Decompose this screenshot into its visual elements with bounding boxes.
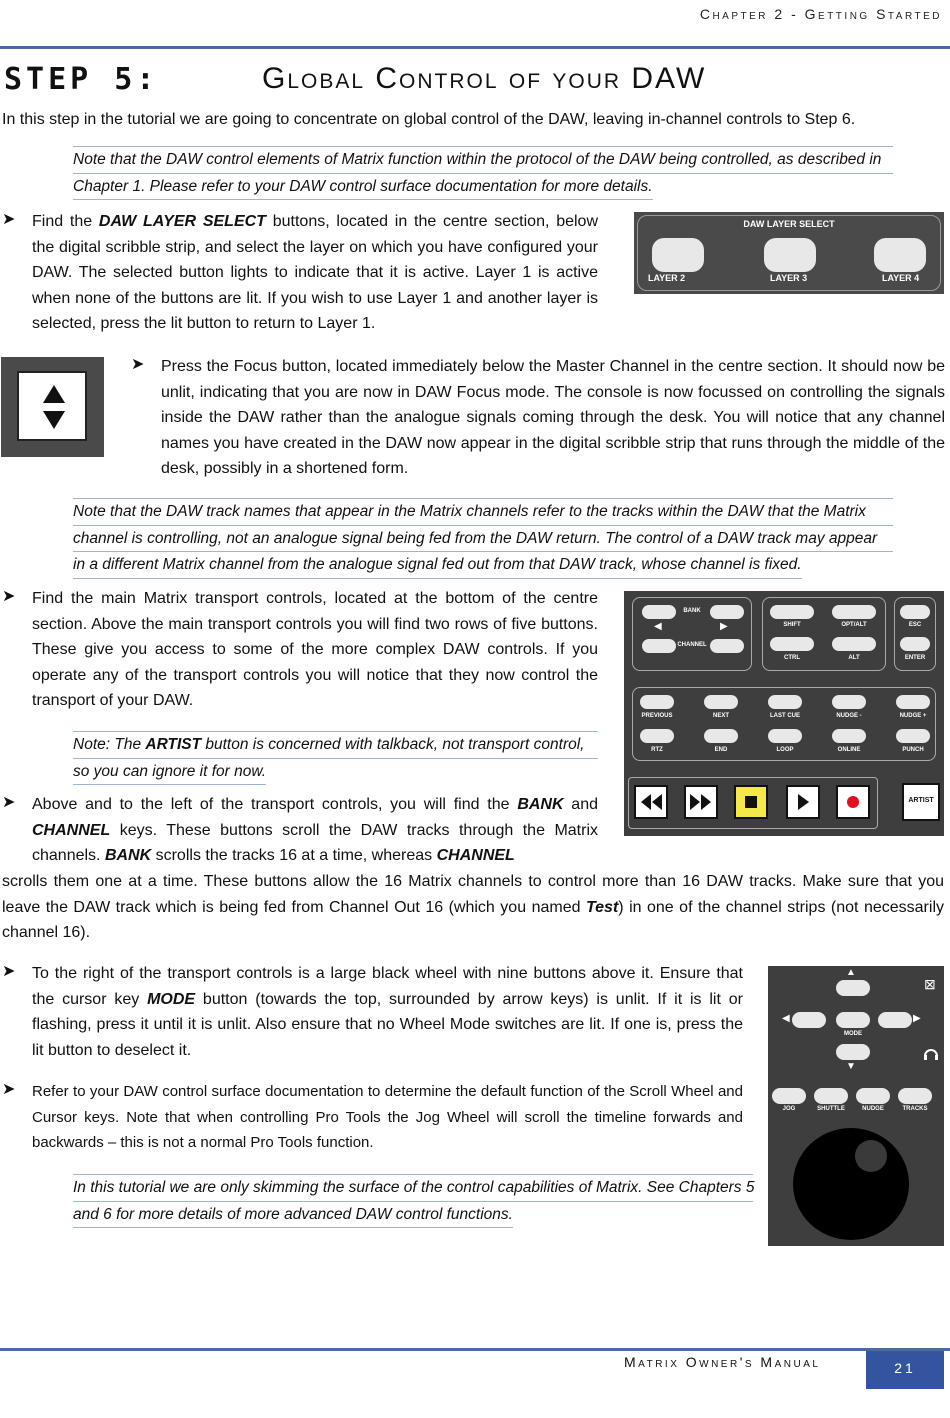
note-line: In this tutorial we are only skimming the surface of the control capabilities of Matrix. See Chapters 5 xyxy=(73,1174,753,1202)
loop-button[interactable] xyxy=(768,729,802,743)
button-label: NEXT xyxy=(712,713,729,719)
jog-wheel-panel xyxy=(768,966,944,1246)
jog-wheel[interactable] xyxy=(793,1128,909,1240)
button-label: NUDGE + xyxy=(899,713,927,719)
last-cue-button[interactable] xyxy=(768,695,802,709)
note-line: so you can ignore it for now. xyxy=(73,759,266,786)
stop-button[interactable] xyxy=(734,785,768,819)
emphasis: BANK xyxy=(104,847,152,865)
note-line: Chapter 1. Please refer to your DAW control surface documentation for more details. xyxy=(73,174,653,201)
bullet-arrow-icon: ➤ xyxy=(2,211,16,228)
page-title: Global Control of your DAW xyxy=(262,62,707,95)
ctrl-label: CTRL xyxy=(784,655,800,661)
talkback-icon: ⊠ xyxy=(924,976,936,992)
wheel-mode-label: NUDGE xyxy=(862,1106,884,1112)
cursor-up-button[interactable] xyxy=(836,980,870,996)
note-line: in a different Matrix channel from the analogue signal fed out from that DAW track, whose channel is fixed. xyxy=(73,552,802,579)
ctrl-button[interactable] xyxy=(770,637,814,651)
layer-2-button[interactable] xyxy=(652,238,704,272)
down-arrow-icon: ▼ xyxy=(846,1061,856,1072)
alt-label: ALT xyxy=(848,655,860,661)
layer-label: LAYER 3 xyxy=(770,273,808,283)
record-button[interactable] xyxy=(836,785,870,819)
transport-panel xyxy=(624,591,944,836)
artist-label: ARTIST xyxy=(908,797,934,804)
option-label: OPT/ALT xyxy=(841,622,867,628)
headphones-icon xyxy=(922,1044,940,1062)
bullet-layer-select: Find the DAW LAYER SELECT buttons, located in the centre section, below the digital scribble strip, and select the layer on which you have configured your DAW. The selected button lights to indicate that it is active. Layer 1 is active when none of the buttons are lit. If you wish to use Layer 1 and another layer is selected, press the lit button to return to Layer 1. xyxy=(32,213,598,333)
jog-button[interactable] xyxy=(772,1088,806,1104)
channel-label: CHANNEL xyxy=(677,642,707,648)
bullet-arrow-icon: ➤ xyxy=(2,588,16,605)
cursor-mode-button[interactable] xyxy=(836,1012,870,1028)
rewind-button[interactable] xyxy=(634,785,668,819)
focus-arrows-icon xyxy=(19,373,89,443)
next-button[interactable] xyxy=(704,695,738,709)
nudge-minus-button[interactable] xyxy=(832,695,866,709)
alt-button[interactable] xyxy=(832,637,876,651)
bullet-arrow-icon: ➤ xyxy=(131,356,145,373)
option-button[interactable] xyxy=(832,605,876,619)
note-line: Note that the DAW track names that appear in the Matrix channels refer to the tracks within the DAW that the Matrix xyxy=(73,498,893,526)
note-line: Note: The ARTIST button is concerned with talkback, not transport control, xyxy=(73,731,598,759)
wheel-mode-label: TRACKS xyxy=(902,1106,928,1112)
emphasis: CHANNEL xyxy=(436,847,515,865)
bank-label: BANK xyxy=(683,608,701,614)
note-line: and 6 for more details of more advanced DAW control functions. xyxy=(73,1202,513,1229)
button-label: END xyxy=(714,747,728,753)
emphasis: MODE xyxy=(147,990,196,1008)
bullet-wheel: To the right of the transport controls is a large black wheel with nine buttons above it. Ensure that the cursor key MODE button (towards the top, surrounded by arrow keys) is unlit. If it is lit or flashing, press it until it is unlit. Also ensure that no Wheel Mode switches are lit. If one is, press the lit button to deselect it. xyxy=(32,965,743,1059)
step-number: STEP 5: xyxy=(4,62,159,97)
rewind-icon xyxy=(636,787,666,817)
previous-button[interactable] xyxy=(640,695,674,709)
bullet-scroll-wheel: Refer to your DAW control surface documentation to determine the default function of the Scroll Wheel and Cursor keys. Note that when controlling Pro Tools the Jog Wheel will scroll the timeline forwards and backwards – this is not a normal Pro Tools function. xyxy=(32,1083,743,1152)
cursor-right-button[interactable] xyxy=(878,1012,912,1028)
bullet-arrow-icon: ➤ xyxy=(2,794,16,811)
footer-manual-title: Matrix Owner's Manual xyxy=(624,1354,821,1370)
tracks-button[interactable] xyxy=(898,1088,932,1104)
cursor-down-button[interactable] xyxy=(836,1044,870,1060)
mode-label: MODE xyxy=(844,1031,862,1037)
bullet-arrow-icon: ➤ xyxy=(2,963,16,980)
emphasis: CHANNEL xyxy=(32,821,111,839)
button-label: LAST CUE xyxy=(770,713,800,719)
bullet-focus: Press the Focus button, located immediately below the Master Channel in the centre section. It should now be unlit, indicating that you are now in DAW Focus mode. The console is now focussed on controlling the signals inside the DAW rather than the analogue signals coming through the desk. You will notice that any channel names you have created in the DAW now appear in the digital scribble strip that runs through the middle of the desk, possibly in a shortened form. xyxy=(161,358,945,478)
bullet-arrow-icon: ➤ xyxy=(2,1081,16,1098)
up-arrow-icon: ▲ xyxy=(846,967,856,978)
wheel-mode-label: JOG xyxy=(782,1106,796,1112)
esc-button[interactable] xyxy=(900,605,930,619)
record-icon xyxy=(838,787,868,817)
focus-button[interactable] xyxy=(17,371,87,441)
play-button[interactable] xyxy=(786,785,820,819)
button-label: LOOP xyxy=(776,747,794,753)
page-number: 21 xyxy=(866,1351,944,1389)
enter-label: ENTER xyxy=(904,655,926,661)
online-button[interactable] xyxy=(832,729,866,743)
note-line: channel is controlling, not an analogue signal being fed from the DAW return. The control of a DAW track may appear xyxy=(73,526,893,553)
nudge-button[interactable] xyxy=(856,1088,890,1104)
panel-title: DAW LAYER SELECT xyxy=(743,219,835,229)
button-label: PUNCH xyxy=(902,747,924,753)
button-label: RTZ xyxy=(651,747,663,753)
fast-forward-icon xyxy=(686,787,716,817)
emphasis: Test xyxy=(585,898,619,916)
bullet-bank-channel: Above and to the left of the transport controls, you will find the BANK and CHANNEL keys. These buttons scroll the DAW tracks through the Matrix channels. BANK scrolls the tracks 16 at a time, whereas CHANNEL xyxy=(32,796,599,865)
rtz-button[interactable] xyxy=(640,729,674,743)
play-icon xyxy=(788,787,818,817)
right-arrow-icon: ▶ xyxy=(913,1013,921,1024)
fast-forward-button[interactable] xyxy=(684,785,718,819)
stop-icon xyxy=(736,787,766,817)
esc-label: ESC xyxy=(908,622,922,628)
jog-wheel-finger-dimple xyxy=(855,1140,887,1172)
left-arrow-icon: ◀ xyxy=(654,621,662,632)
layer-3-button[interactable] xyxy=(764,238,816,272)
emphasis: DAW LAYER SELECT xyxy=(98,213,266,230)
left-arrow-icon: ◀ xyxy=(782,1013,790,1024)
punch-button[interactable] xyxy=(896,729,930,743)
note-protocol xyxy=(73,146,893,200)
nudge-plus-button[interactable] xyxy=(896,695,930,709)
bullet-transport: Find the main Matrix transport controls, located at the bottom of the centre section. Above the main transport controls you will find two rows of five buttons. These give you access to some of the more complex DAW controls. If you operate any of the transport controls you will notice that they now control the transport of your DAW. xyxy=(32,590,598,710)
shuttle-button[interactable] xyxy=(814,1088,848,1104)
button-label: ONLINE xyxy=(837,747,861,753)
right-arrow-icon: ▶ xyxy=(720,621,728,632)
enter-button[interactable] xyxy=(900,637,930,651)
note-track-names xyxy=(73,498,893,579)
shift-label: SHIFT xyxy=(783,622,801,628)
intro-text: In this step in the tutorial we are going to concentrate on global control of the DAW, leaving in-channel controls to Step 6. xyxy=(2,111,856,128)
emphasis: ARTIST xyxy=(145,736,202,753)
note-tutorial xyxy=(73,1174,753,1228)
button-label: NUDGE - xyxy=(836,713,862,719)
top-rule xyxy=(0,46,950,49)
cursor-left-button[interactable] xyxy=(792,1012,826,1028)
artist-button[interactable] xyxy=(902,783,940,821)
bullet-bank-channel-cont: scrolls them one at a time. These buttons allow the 16 Matrix channels to control more than 16 DAW tracks. Make sure that you leave the DAW track which is being fed from Channel Out 16 (which you named Test) in one of the channel strips (not necessarily channel 16). xyxy=(2,873,944,942)
end-button[interactable] xyxy=(704,729,738,743)
layer-label: LAYER 4 xyxy=(882,273,920,283)
note-artist xyxy=(73,731,598,785)
note-line: Note that the DAW control elements of Matrix function within the protocol of the DAW being controlled, as described in xyxy=(73,146,893,174)
layer-4-button[interactable] xyxy=(874,238,926,272)
shift-button[interactable] xyxy=(770,605,814,619)
emphasis: BANK xyxy=(517,796,564,813)
wheel-mode-label: SHUTTLE xyxy=(817,1106,845,1112)
focus-button-panel xyxy=(1,357,104,457)
button-label: PREVIOUS xyxy=(641,713,673,719)
footer-rule xyxy=(0,1348,950,1351)
layer-label: LAYER 2 xyxy=(648,273,686,283)
chapter-header: Chapter 2 - Getting Started xyxy=(699,6,942,22)
daw-layer-select-panel xyxy=(634,212,944,294)
